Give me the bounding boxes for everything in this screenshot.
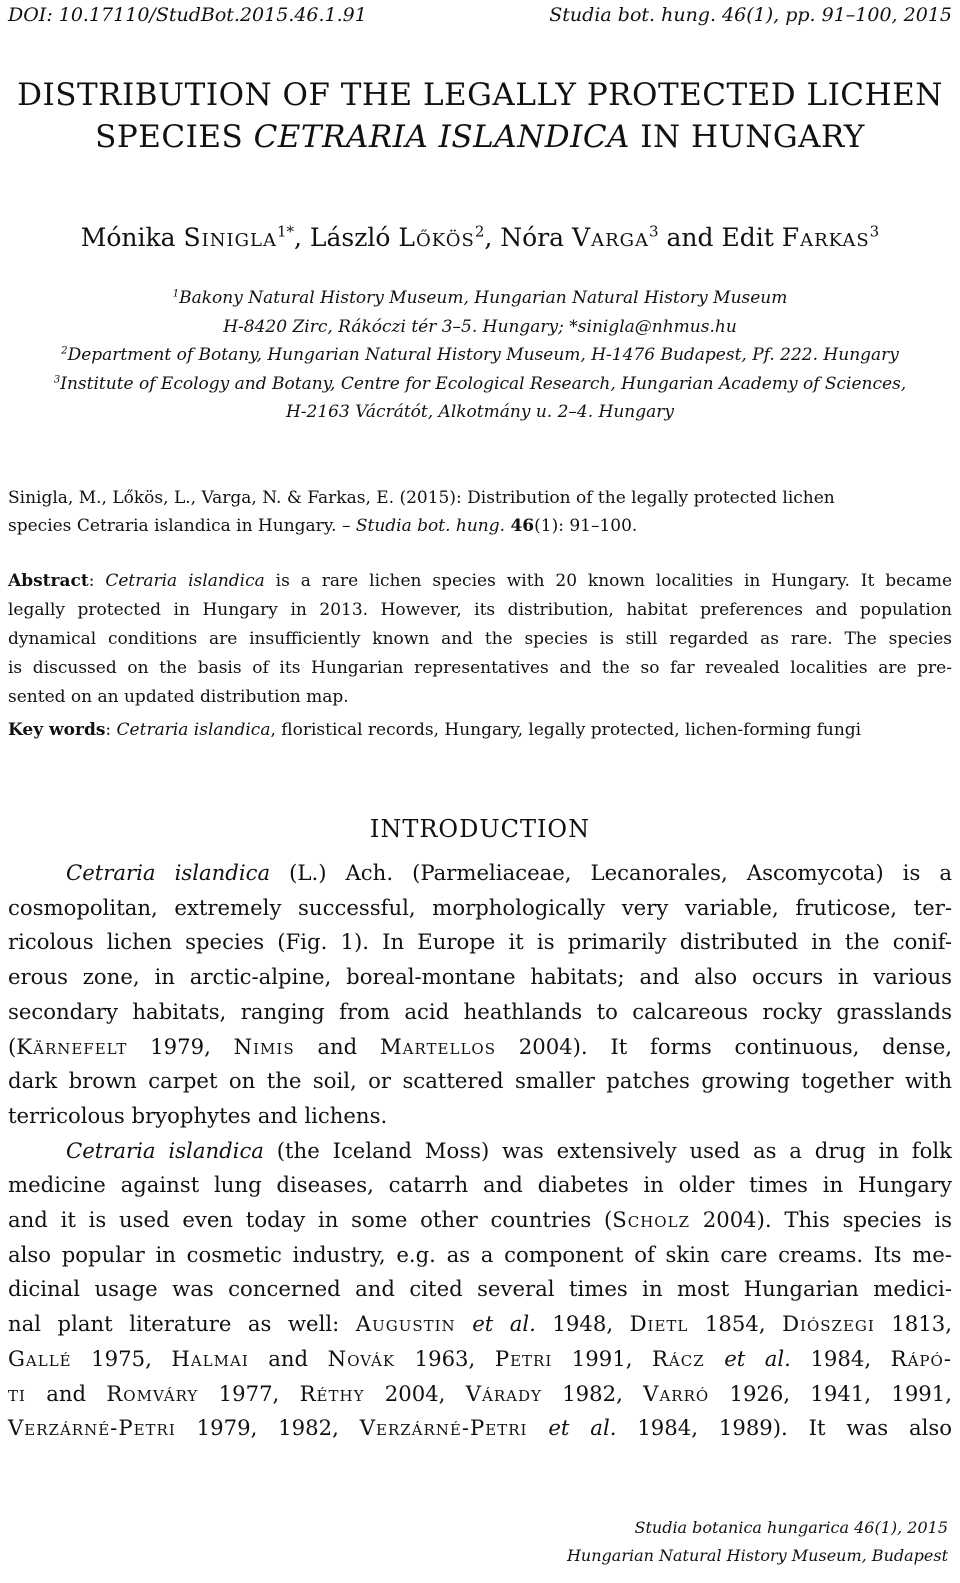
- author-sep: ,: [294, 223, 310, 252]
- ref-author: Rácz: [651, 1345, 705, 1371]
- body-line: dicinal usage was concerned and cited several times in most Hungarian medici-: [8, 1276, 952, 1302]
- footer-publisher: Hungarian Natural History Museum, Budapest: [566, 1546, 948, 1565]
- author: [81, 223, 310, 252]
- body-text: 1948,: [535, 1311, 630, 1337]
- citation: [8, 484, 952, 540]
- body-text: 1984,: [790, 1345, 891, 1371]
- body-line: [8, 856, 952, 891]
- author-mark: 2: [474, 222, 485, 241]
- keywords-label: Key words: [8, 720, 106, 740]
- introduction-body: [8, 856, 952, 1446]
- body-text: 1813,: [874, 1311, 952, 1337]
- affiliation-3-address: H-2163 Vácrátót, Alkotmány u. 2–4. Hungary: [285, 402, 675, 422]
- ref-author: Dietl: [629, 1311, 689, 1337]
- ref-author: Diószegi: [782, 1311, 875, 1337]
- body-text: (L.) Ach. (Parmeliaceae, Lecanorales, Ascomycota) is a: [270, 860, 952, 885]
- abstract-label: Abstract: [8, 571, 89, 591]
- body-text: 1991,: [552, 1345, 652, 1371]
- title-text: IN HUNGARY: [629, 119, 865, 155]
- ref-author: Verzárné-Petri: [359, 1415, 528, 1441]
- page-footer: [567, 1514, 948, 1570]
- ref-author: Novák: [327, 1345, 396, 1371]
- body-text: 1926, 1941, 1991,: [709, 1380, 952, 1406]
- author-sep: ,: [484, 223, 501, 252]
- running-header: [8, 4, 952, 30]
- body-line: [8, 1134, 952, 1169]
- abstract: [8, 567, 952, 712]
- affiliation-text: Bakony Natural History Museum, Hungarian Natural History Museum: [179, 288, 788, 308]
- section-heading-text: INTRODUCTION: [369, 815, 591, 843]
- author-mark: 3: [649, 222, 659, 241]
- body-text: 1979, 1982,: [175, 1415, 360, 1441]
- author-given: Edit: [721, 223, 782, 252]
- ref-author: Rápó-: [890, 1345, 952, 1371]
- affiliation-mark: 3: [53, 373, 61, 385]
- author-sep: and: [658, 223, 722, 252]
- abstract-line: sented on an updated distribution map.: [8, 687, 349, 707]
- ref-author: Scholz: [612, 1207, 690, 1233]
- author: [500, 223, 721, 252]
- title-species: CETRARIA ISLANDICA: [253, 119, 630, 155]
- body-line: dark brown carpet on the soil, or scattered smaller patches growing together with: [8, 1068, 952, 1094]
- body-text: 2004). This species is: [690, 1207, 952, 1233]
- body-line: [8, 1030, 952, 1065]
- author-family: Lőkös: [398, 223, 475, 252]
- body-line: also popular in cosmetic industry, e.g. as a component of skin care creams. Its me-: [8, 1241, 952, 1267]
- body-text: nal plant literature as well:: [8, 1311, 356, 1337]
- title-text: SPECIES: [95, 119, 254, 155]
- citation-pages: (1): 91–100.: [534, 516, 638, 536]
- citation-text: species Cetraria islandica in Hungary. –: [8, 516, 356, 536]
- body-text: 1984, 1989). It was also: [616, 1415, 952, 1441]
- affiliation-2: [0, 341, 960, 370]
- affiliation-1-address: H-8420 Zirc, Rákóczi tér 3–5. Hungary; *sinigla@nhmus.hu: [223, 316, 737, 337]
- body-line: [8, 1307, 952, 1342]
- ref-author: Kärnefelt: [16, 1033, 128, 1059]
- title-line-2: [0, 116, 960, 158]
- body-line: [8, 1342, 952, 1377]
- body-text: 1854,: [688, 1311, 783, 1337]
- abstract-line: Abstract: Cetraria islandica is a rare lichen species with 20 known localities in Hungary. It became: [8, 571, 953, 591]
- body-line: ricolous lichen species (Fig. 1). In Europe it is primarily distributed in the conif-: [8, 929, 952, 955]
- author-family: Sinigla: [183, 223, 277, 252]
- affiliation-3: [0, 370, 960, 399]
- affiliation-text: Department of Botany, Hungarian Natural History Museum, H-1476 Budapest, Pf. 222. Hungary: [67, 345, 899, 365]
- body-text: 1982,: [541, 1380, 644, 1406]
- citation-volume: 46: [510, 516, 535, 536]
- et-al: et al.: [724, 1345, 791, 1371]
- abstract-line: legally protected in Hungary in 2013. However, its distribution, habitat preferences and population: [8, 600, 952, 620]
- body-text: 2004). It forms continuous, dense,: [495, 1033, 952, 1059]
- body-text: and: [248, 1345, 328, 1371]
- footer-journal: Studia botanica hungarica 46(1), 2015: [634, 1518, 948, 1537]
- ref-author: Petri: [494, 1345, 553, 1371]
- author-family: Varga: [572, 223, 650, 252]
- ref-author: Réthy: [299, 1380, 365, 1406]
- body-line: [8, 1377, 952, 1412]
- affiliation-mark: 1: [172, 288, 180, 300]
- et-al: et al.: [472, 1311, 536, 1337]
- body-text: (: [8, 1033, 17, 1059]
- abstract-text: is a rare lichen species with 20 known localities in Hungary. It became: [264, 571, 953, 591]
- body-text: and: [25, 1380, 107, 1406]
- abstract-line: is discussed on the basis of its Hungarian representatives and the so far revealed localities are pre-: [8, 658, 952, 678]
- affiliation-1: [0, 284, 960, 313]
- species-name: Cetraria islandica: [66, 1137, 264, 1163]
- keywords: Key words: Cetraria islandica, floristical records, Hungary, legally protected, lichen-forming fungi: [8, 720, 862, 740]
- body-line: medicine against lung diseases, catarrh and diabetes in older times in Hungary: [8, 1172, 952, 1198]
- ref-author: ti: [8, 1380, 26, 1406]
- ref-author: Várady: [465, 1380, 542, 1406]
- author-family: Farkas: [781, 223, 870, 252]
- citation-journal: Studia bot. hung.: [355, 516, 506, 536]
- ref-author: Martellos: [379, 1033, 496, 1059]
- ref-author: Romváry: [106, 1380, 199, 1406]
- body-line: cosmopolitan, extremely successful, morphologically very variable, fruticose, ter-: [8, 894, 952, 920]
- journal-reference: Studia bot. hung. 46(1), pp. 91–100, 2015: [549, 4, 952, 26]
- body-text: and it is used even today in some other countries (: [8, 1207, 613, 1233]
- body-text: and: [294, 1033, 380, 1059]
- ref-author: Verzárné-Petri: [8, 1415, 176, 1441]
- ref-author: Augustin: [355, 1311, 456, 1337]
- body-line: terricolous bryophytes and lichens.: [8, 1102, 388, 1128]
- body-text: 1975,: [71, 1345, 172, 1371]
- keywords-species: Cetraria islandica: [116, 720, 271, 740]
- body-line: [8, 1203, 952, 1238]
- author-mark: 1*: [276, 222, 294, 241]
- author-given: Nóra: [500, 223, 573, 252]
- body-text: 1963,: [395, 1345, 495, 1371]
- body-line: [8, 1411, 952, 1446]
- section-heading-introduction: [0, 815, 960, 843]
- keywords-text: , floristical records, Hungary, legally protected, lichen-forming fungi: [270, 720, 862, 740]
- abstract-species: Cetraria islandica: [105, 571, 265, 591]
- body-text: (the Iceland Moss) was extensively used as a drug in folk: [263, 1137, 952, 1163]
- author: [310, 223, 500, 252]
- affiliation-mark: 2: [61, 345, 68, 357]
- ref-author: Nimis: [233, 1033, 295, 1059]
- affiliations: [0, 284, 960, 427]
- body-text: 1977,: [198, 1380, 300, 1406]
- ref-author: Varró: [643, 1380, 710, 1406]
- body-text: 2004,: [364, 1380, 466, 1406]
- abstract-line: dynamical conditions are insufficiently known and the species is still regarded as rare. The species: [8, 629, 952, 649]
- body-line: secondary habitats, ranging from acid heathlands to calcareous rocky grasslands: [8, 998, 952, 1024]
- ref-author: Halmai: [171, 1345, 249, 1371]
- citation-line-1: Sinigla, M., Lőkös, L., Varga, N. & Farkas, E. (2015): Distribution of the legally protected lichen: [8, 488, 835, 508]
- citation-line-2: [8, 512, 952, 540]
- species-name: Cetraria islandica: [66, 860, 271, 885]
- author-given: Mónika: [80, 223, 184, 252]
- paper-title: [0, 74, 960, 158]
- author-given: László: [309, 223, 399, 252]
- author: [721, 223, 879, 252]
- doi-text: DOI: 10.17110/StudBot.2015.46.1.91: [8, 4, 367, 26]
- title-line-1: DISTRIBUTION OF THE LEGALLY PROTECTED LICHEN: [17, 77, 943, 113]
- affiliation-text: Institute of Ecology and Botany, Centre for Ecological Research, Hungarian Academy of Sciences,: [60, 373, 907, 394]
- ref-author: Gallé: [8, 1345, 72, 1371]
- body-text: 1979,: [127, 1033, 234, 1059]
- author-list: [0, 222, 960, 254]
- author-mark: 3: [869, 222, 880, 241]
- body-line: erous zone, in arctic-alpine, boreal-montane habitats; and also occurs in various: [8, 964, 952, 990]
- et-al: et al.: [548, 1415, 617, 1441]
